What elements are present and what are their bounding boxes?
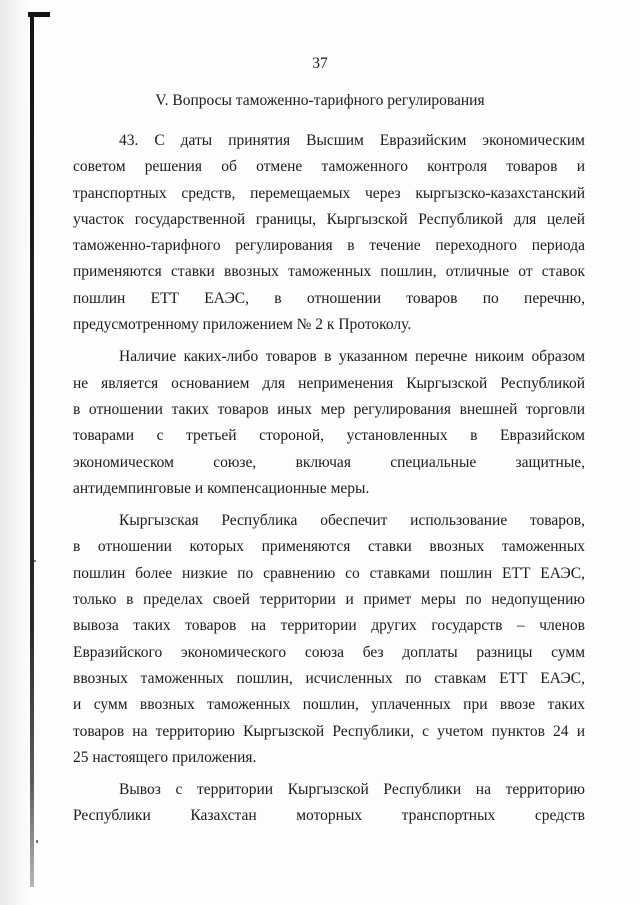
text-line: антидемпинговые и компенсационные меры.: [73, 479, 370, 497]
text-line: транспортных средств, перемещаемых через кыргызско-казахстанский: [73, 184, 585, 202]
text-line: участок государственной границы, Кыргызской Республикой для целей: [73, 210, 585, 228]
document-body: [73, 128, 585, 830]
text-line: 25 настоящего приложения.: [73, 748, 257, 766]
text-line: и сумм ввозных таможенных пошлин, уплаченных при ввозе таких: [73, 696, 585, 714]
scan-speck: [36, 840, 38, 843]
text-line: 43. С даты принятия Высшим Евразийским экономическим: [119, 132, 585, 149]
section-title: V. Вопросы таможенно-тарифного регулирования: [155, 92, 485, 109]
text-line: Наличие каких-либо товаров в указанном перечне никоим образом: [119, 348, 585, 366]
text-line: Республики Казахстан моторных транспортных средств: [73, 807, 585, 825]
text-line: пошлин ЕТТ ЕАЭС, в отношении товаров по перечню,: [73, 289, 585, 307]
text-line: экономическом союзе, включая специальные защитные,: [73, 453, 585, 471]
text-line: применяются ставки ввозных таможенных пошлин, отличные от ставок: [73, 263, 585, 281]
text-line: пошлин более низкие по сравнению со ставками пошлин ЕТТ ЕАЭС,: [73, 564, 585, 582]
text-line: вывоза таких товаров на территории других государств – членов: [73, 617, 585, 635]
page-number: 37: [312, 55, 328, 72]
text-line: Кыргызская Республика обеспечит использование товаров,: [119, 512, 585, 530]
scan-edge: [0, 0, 32, 905]
text-line: в отношении таких товаров иных мер регулирования внешней торговли: [73, 400, 585, 418]
text-line: таможенно-тарифного регулирования в течение переходного периода: [73, 237, 585, 255]
text-line: Евразийского экономического союза без доплаты разницы сумм: [73, 643, 585, 661]
text-line: только в пределах своей территории и примет меры по недопущению: [73, 591, 585, 609]
text-line: Вывоз с территории Кыргызской Республики на территорию: [119, 781, 585, 799]
text-line: не является основанием для неприменения Кыргызской Республикой: [73, 374, 585, 392]
text-line: предусмотренному приложением № 2 к Протоколу.: [73, 316, 412, 334]
text-line: товарами с третьей стороной, установленных в Евразийском: [73, 427, 585, 445]
scan-speck: [34, 560, 36, 562]
text-line: в отношении которых применяются ставки ввозных таможенных: [73, 538, 585, 556]
text-line: товаров на территорию Кыргызской Республики, с учетом пунктов 24 и: [73, 722, 585, 740]
scan-speck: [33, 700, 34, 702]
text-line: ввозных таможенных пошлин, исчисленных по ставкам ЕТТ ЕАЭС,: [73, 669, 585, 687]
binding-mark-side: [30, 12, 34, 887]
text-line: советом решения об отмене таможенного контроля товаров и: [73, 158, 585, 176]
